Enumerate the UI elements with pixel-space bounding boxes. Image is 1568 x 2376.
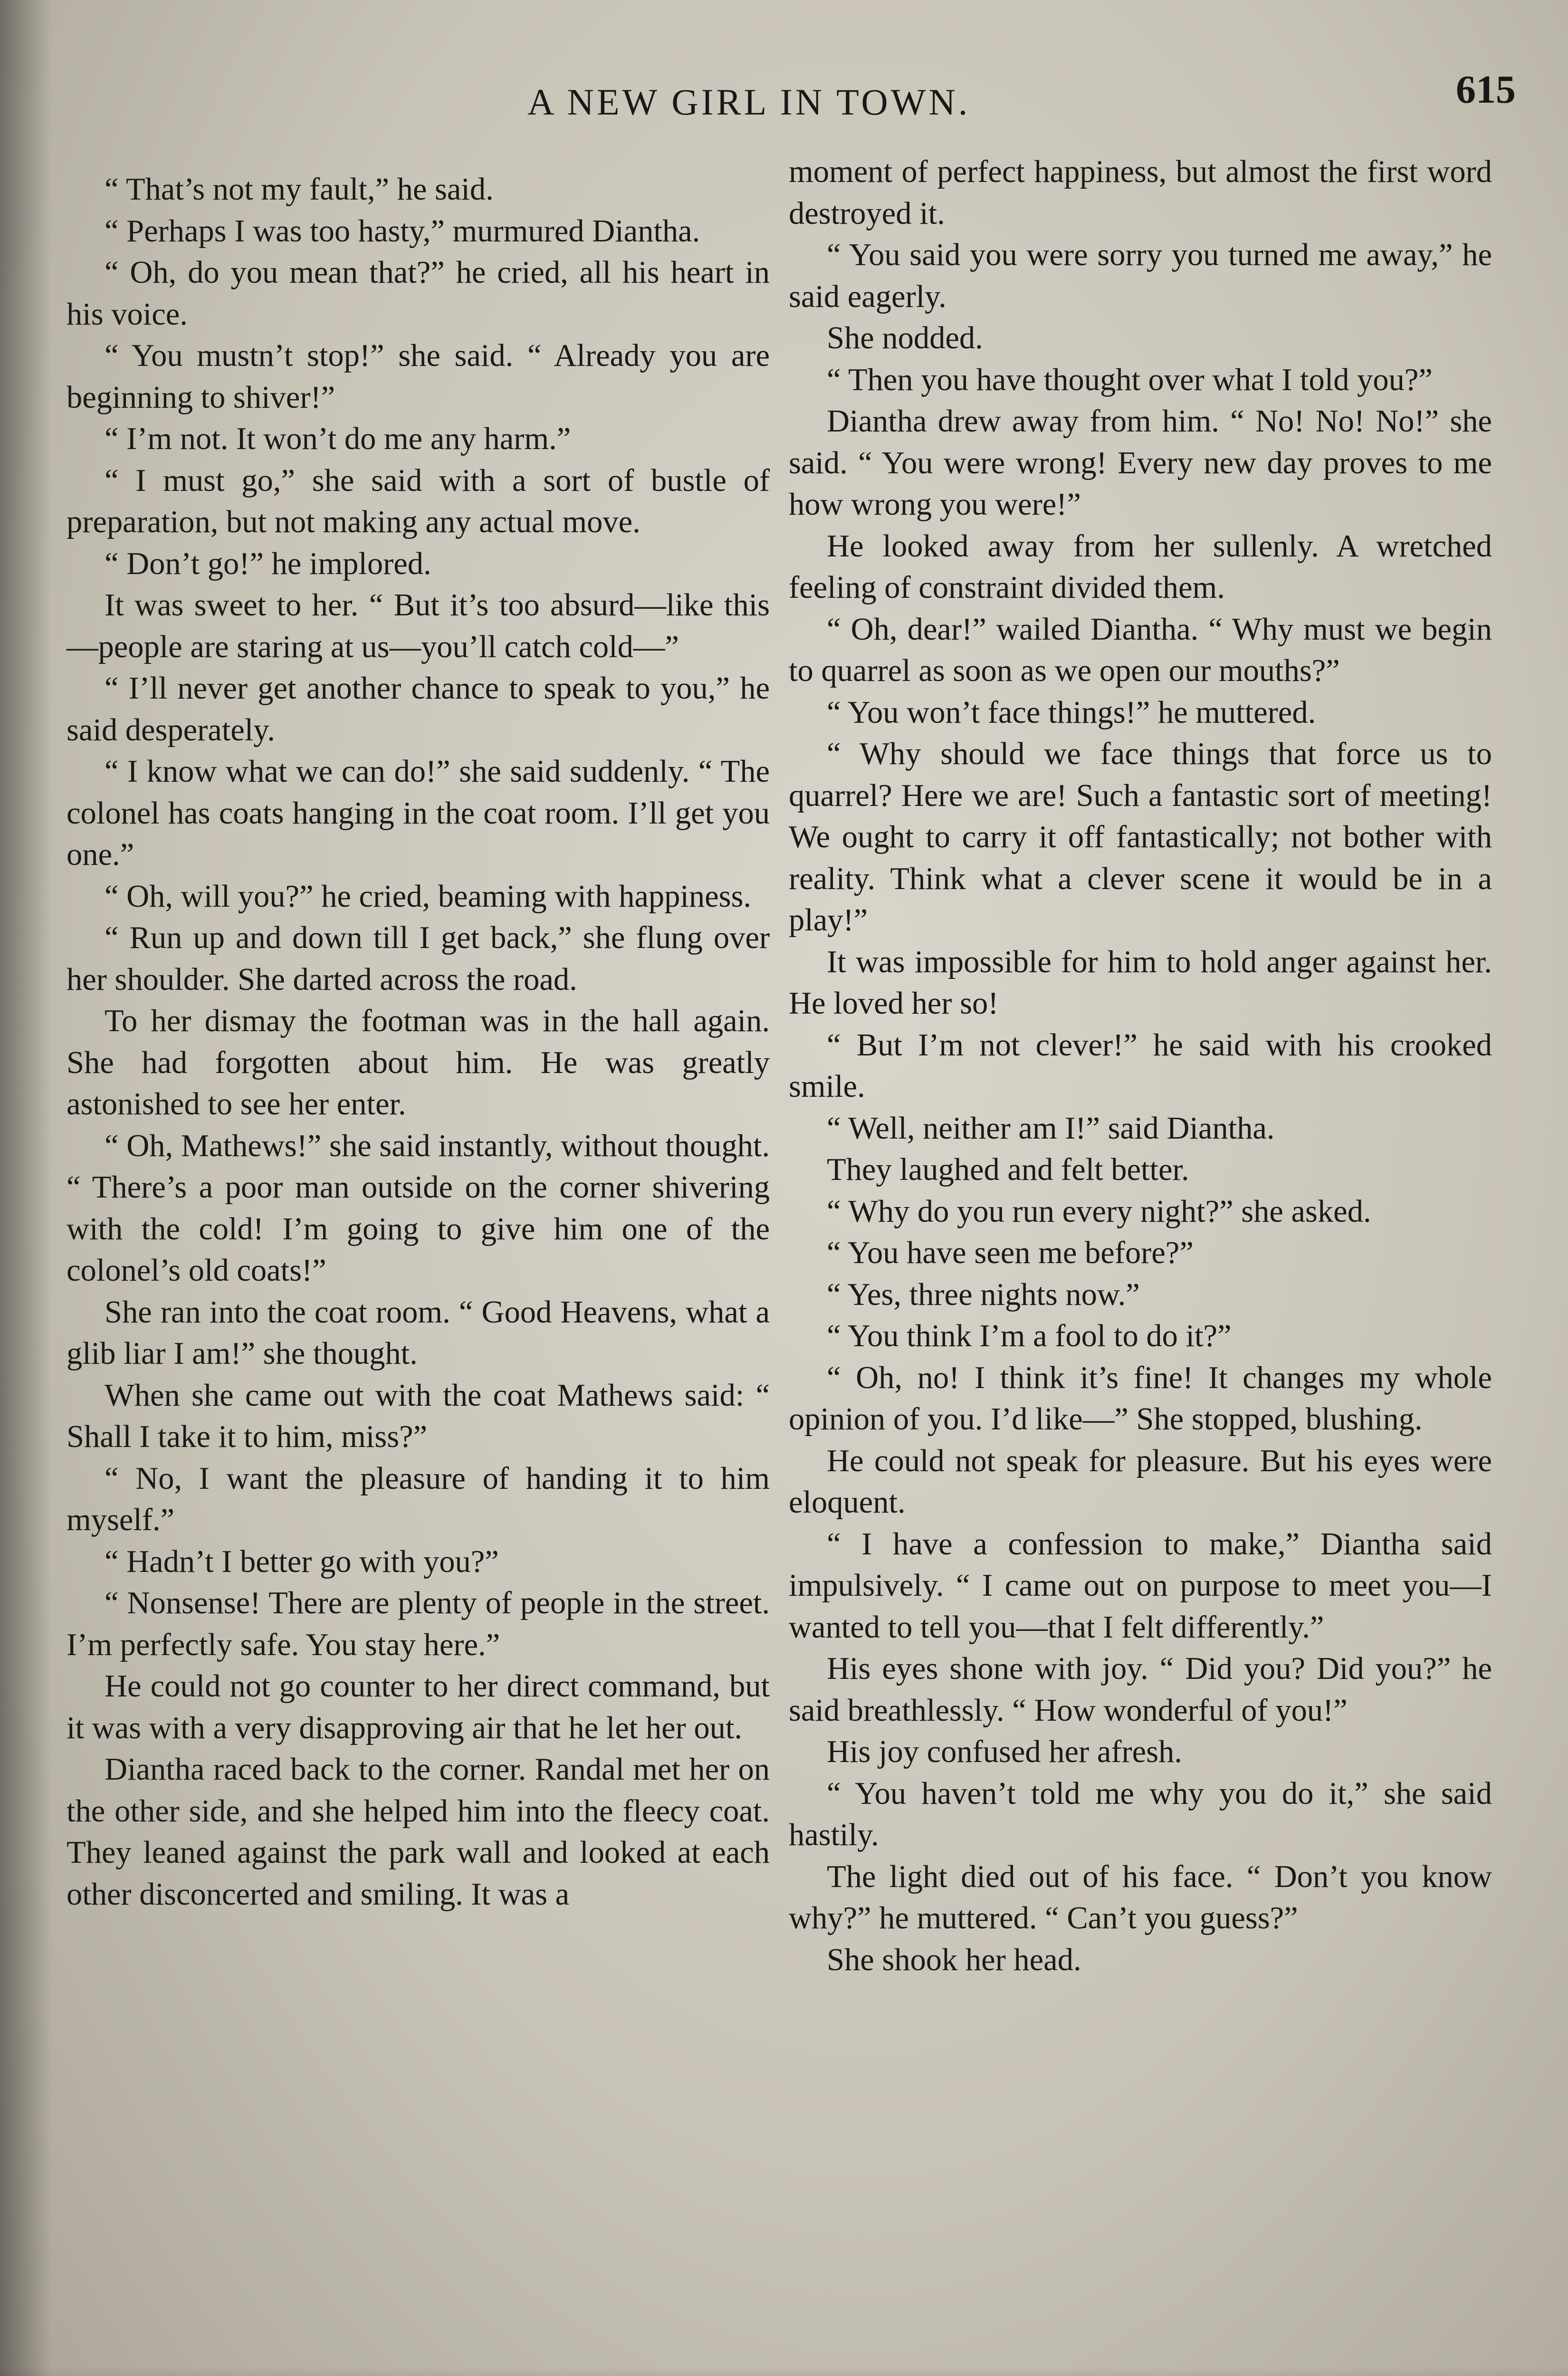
paragraph: She ran into the coat room. “ Good Heavens, what a glib liar I am!” she thought. <box>67 1294 770 1371</box>
paragraph: She nodded. <box>827 321 983 355</box>
paragraph: His eyes shone with joy. “ Did you? Did you?” he said breathlessly. “ How wonderful of you!” <box>789 1651 1492 1728</box>
left-column <box>67 169 770 1915</box>
page-edge-shadow <box>0 0 52 2376</box>
paragraph: He could not go counter to her direct command, but it was with a very disapproving air that he let her out. <box>67 1669 770 1745</box>
paragraph: “ I must go,” she said with a sort of bustle of preparation, but not making any actual move. <box>67 463 770 539</box>
paragraph: “ Yes, three nights now.” <box>827 1277 1140 1312</box>
paragraph: His joy confused her afresh. <box>827 1734 1182 1769</box>
paragraph: “ Why should we face things that force us to quarrel? Here we are! Such a fantastic sort of meeting! We ought to carry it off fantastically; not bother with reality. Think what a clever scene it would be in a play!” <box>789 737 1492 938</box>
paragraph: “ Nonsense! There are plenty of people in the street. I’m perfectly safe. You stay here.” <box>67 1586 770 1662</box>
paragraph: “ Why do you run every night?” she asked. <box>827 1194 1371 1229</box>
paragraph: The light died out of his face. “ Don’t you know why?” he muttered. “ Can’t you guess?” <box>789 1859 1492 1935</box>
paragraph: “ But I’m not clever!” he said with his crooked smile. <box>789 1027 1492 1104</box>
bottom-edge-shadow <box>0 2366 1568 2376</box>
paragraph: Diantha raced back to the corner. Randal met her on the other side, and she helped him into the fleecy coat. They leaned against the park wall and looked at each other disconcerted and smiling. It was a <box>67 1752 770 1912</box>
paragraph: “ You mustn’t stop!” she said. “ Already you are beginning to shiver!” <box>67 338 770 415</box>
paragraph: “ No, I want the pleasure of handing it to him myself.” <box>67 1461 770 1537</box>
paragraph: “ That’s not my fault,” he said. <box>105 172 494 207</box>
paragraph: “ I’m not. It won’t do me any harm.” <box>105 422 571 456</box>
paragraph: “ I have a confession to make,” Diantha said impulsively. “ I came out on purpose to meet you—I wanted to tell you—that I felt differently.” <box>789 1526 1492 1645</box>
paragraph: “ Well, neither am I!” said Diantha. <box>827 1111 1275 1146</box>
paragraph: Diantha drew away from him. “ No! No! No!” she said. “ You were wrong! Every new day proves to me how wrong you were!” <box>789 404 1492 522</box>
paragraph: It was impossible for him to hold anger against her. He loved her so! <box>789 944 1492 1021</box>
paragraph: “ You haven’t told me why you do it,” she said hastily. <box>789 1776 1492 1852</box>
paragraph: To her dismay the footman was in the hall again. She had forgotten about him. He was greatly astonished to see her enter. <box>67 1004 770 1121</box>
paragraph: “ Oh, do you mean that?” he cried, all his heart in his voice. <box>67 255 770 332</box>
paragraph: “ I’ll never get another chance to speak to you,” he said desperately. <box>67 671 770 747</box>
paragraph: “ Oh, will you?” he cried, beaming with happiness. <box>105 879 752 914</box>
paragraph: “ I know what we can do!” she said suddenly. “ The colonel has coats hanging in the coat room. I’ll get you one.” <box>67 754 770 872</box>
paragraph: He could not speak for pleasure. But his eyes were eloquent. <box>789 1443 1492 1520</box>
paragraph: “ Oh, dear!” wailed Diantha. “ Why must we begin to quarrel as soon as we open our mouths?” <box>789 612 1492 688</box>
paragraph: “ You think I’m a fool to do it?” <box>827 1319 1232 1353</box>
right-column <box>789 151 1492 1981</box>
paragraph: “ Oh, Mathews!” she said instantly, without thought. “ There’s a poor man outside on the corner shivering with the cold! I’m going to give him one of the colonel’s old coats!” <box>67 1128 770 1288</box>
paragraph-continuation: moment of perfect happiness, but almost the first word destroyed it. <box>789 154 1492 231</box>
paragraph: She shook her head. <box>827 1942 1081 1977</box>
paragraph: When she came out with the coat Mathews said: “ Shall I take it to him, miss?” <box>67 1378 770 1454</box>
paragraph: “ Hadn’t I better go with you?” <box>105 1544 499 1579</box>
paragraph: “ Don’t go!” he implored. <box>105 546 431 581</box>
paragraph: “ Then you have thought over what I told you?” <box>827 362 1433 397</box>
paragraph: They laughed and felt better. <box>827 1152 1189 1187</box>
paragraph: “ Perhaps I was too hasty,” murmured Diantha. <box>105 213 700 249</box>
running-title: A NEW GIRL IN TOWN. <box>527 81 971 123</box>
paragraph: “ Oh, no! I think it’s fine! It changes my whole opinion of you. I’d like—” She stopped, blushing. <box>789 1360 1492 1437</box>
paragraph: “ Run up and down till I get back,” she flung over her shoulder. She darted across the road. <box>67 920 770 997</box>
page-number: 615 <box>1456 67 1516 112</box>
paragraph: “ You said you were sorry you turned me away,” he said eagerly. <box>789 238 1492 314</box>
paragraph: It was sweet to her. “ But it’s too absurd—like this—people are staring at us—you’ll catch cold—” <box>67 588 770 664</box>
paragraph: He looked away from her sullenly. A wretched feeling of constraint divided them. <box>789 528 1492 605</box>
paragraph: “ You have seen me before?” <box>827 1236 1194 1270</box>
paragraph: “ You won’t face things!” he muttered. <box>827 695 1316 730</box>
